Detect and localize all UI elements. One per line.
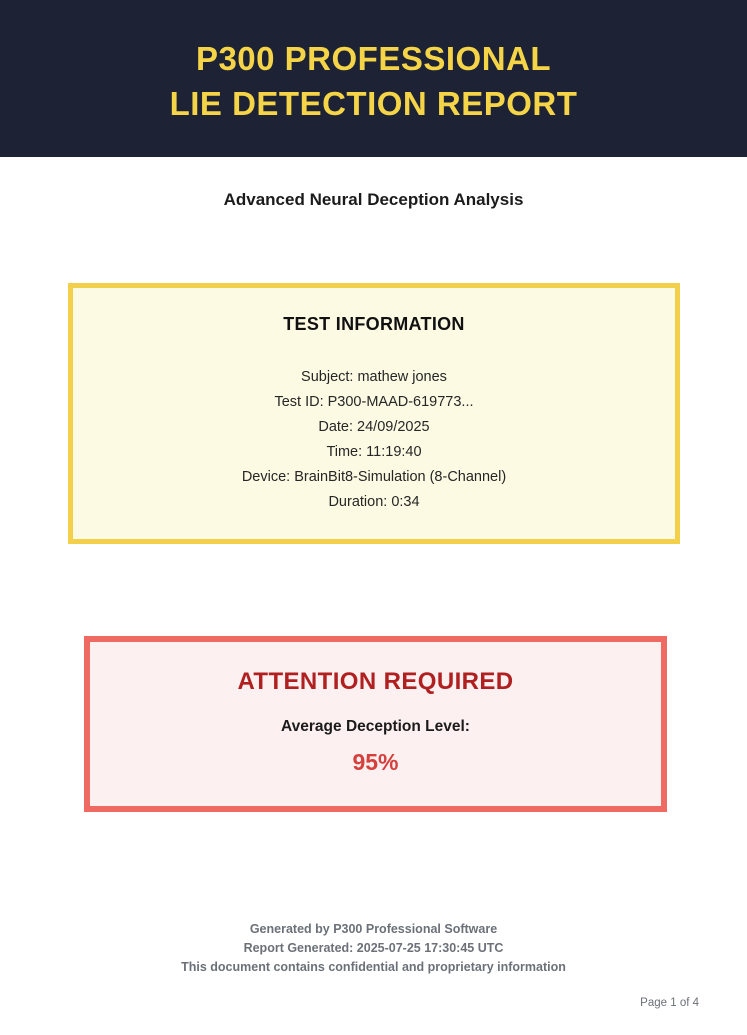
page-number: Page 1 of 4 [640,997,699,1009]
report-header [0,0,747,157]
average-deception-level-value: 95% [352,749,399,775]
average-deception-level-label: Average Deception Level: [281,718,470,735]
footer-confidentiality-notice: This document contains confidential and proprietary information [181,960,566,974]
test-information-duration: Duration: 0:34 [328,494,420,510]
test-information-subject: Subject: mathew jones [301,369,447,385]
attention-required-panel [84,636,667,812]
attention-required-title: ATTENTION REQUIRED [237,668,514,695]
report-subtitle: Advanced Neural Deception Analysis [223,190,524,209]
report-title-line-1: P300 PROFESSIONAL [195,39,552,77]
test-information-time: Time: 11:19:40 [326,444,422,460]
test-information-device: Device: BrainBit8-Simulation (8-Channel) [241,469,507,485]
test-information-date: Date: 24/09/2025 [318,419,430,435]
footer-generated-by: Generated by P300 Professional Software [249,922,498,936]
report-footer [0,920,747,977]
test-information-title: TEST INFORMATION [283,314,465,334]
test-information-test-id: Test ID: P300-MAAD-619773... [274,394,474,410]
test-information-panel [68,283,680,544]
footer-generated-at: Report Generated: 2025-07-25 17:30:45 UTC [243,941,504,955]
report-title-line-2: LIE DETECTION REPORT [169,84,578,122]
